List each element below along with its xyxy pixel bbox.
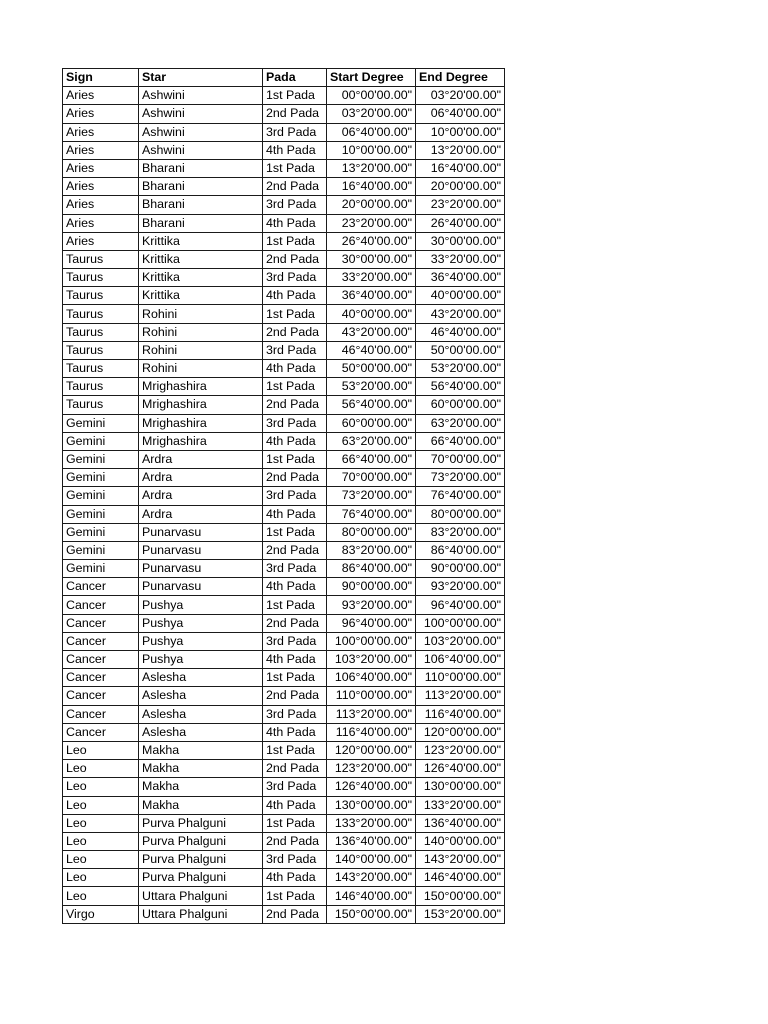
cell-end-degree[interactable]: 63°20'00.00" [416,414,505,432]
cell-end-degree[interactable]: 73°20'00.00" [416,469,505,487]
table-row [63,796,505,814]
cell-star[interactable]: Aslesha [139,687,263,705]
cell-pada[interactable]: 4th Pada [263,796,327,814]
cell-end-degree[interactable]: 130°00'00.00" [416,778,505,796]
cell-star[interactable]: Ashwini [139,87,263,105]
cell-pada[interactable]: 3rd Pada [263,851,327,869]
cell-end-degree[interactable]: 140°00'00.00" [416,832,505,850]
cell-sign[interactable]: Taurus [63,378,139,396]
cell-pada[interactable]: 1st Pada [263,814,327,832]
cell-star[interactable]: Makha [139,778,263,796]
cell-sign[interactable]: Leo [63,814,139,832]
cell-star[interactable]: Aslesha [139,705,263,723]
table-row [63,669,505,687]
table-row [63,741,505,759]
table-row [63,705,505,723]
cell-sign[interactable]: Cancer [63,705,139,723]
cell-sign[interactable]: Leo [63,832,139,850]
table-row [63,687,505,705]
cell-sign[interactable]: Gemini [63,469,139,487]
cell-pada[interactable]: 3rd Pada [263,487,327,505]
header-sign[interactable]: Sign [63,69,139,87]
cell-pada[interactable]: 2nd Pada [263,614,327,632]
table-body [63,87,505,924]
table-row [63,578,505,596]
cell-sign[interactable]: Gemini [63,414,139,432]
cell-star[interactable]: Punarvasu [139,541,263,559]
cell-pada[interactable]: 1st Pada [263,523,327,541]
cell-start-degree[interactable]: 133°20'00.00" [327,814,416,832]
cell-start-degree[interactable]: 140°00'00.00" [327,851,416,869]
table-row [63,505,505,523]
header-pada[interactable]: Pada [263,69,327,87]
cell-pada[interactable]: 3rd Pada [263,123,327,141]
cell-star[interactable]: Krittika [139,232,263,250]
cell-sign[interactable]: Aries [63,105,139,123]
cell-pada[interactable]: 2nd Pada [263,832,327,850]
cell-star[interactable]: Pushya [139,596,263,614]
cell-start-degree[interactable]: 93°20'00.00" [327,596,416,614]
cell-star[interactable]: Punarvasu [139,523,263,541]
cell-pada[interactable]: 1st Pada [263,887,327,905]
cell-sign[interactable]: Taurus [63,287,139,305]
cell-start-degree[interactable]: 46°40'00.00" [327,341,416,359]
cell-start-degree[interactable]: 143°20'00.00" [327,869,416,887]
cell-pada[interactable]: 2nd Pada [263,687,327,705]
cell-end-degree[interactable]: 33°20'00.00" [416,250,505,268]
cell-star[interactable]: Krittika [139,250,263,268]
table-row [63,396,505,414]
cell-pada[interactable]: 3rd Pada [263,341,327,359]
cell-start-degree[interactable]: 56°40'00.00" [327,396,416,414]
table-row [63,341,505,359]
cell-end-degree[interactable]: 83°20'00.00" [416,523,505,541]
table-row [63,596,505,614]
cell-start-degree[interactable]: 23°20'00.00" [327,214,416,232]
cell-pada[interactable]: 3rd Pada [263,560,327,578]
cell-end-degree[interactable]: 126°40'00.00" [416,760,505,778]
header-star[interactable]: Star [139,69,263,87]
table-row [63,305,505,323]
cell-star[interactable]: Purva Phalguni [139,869,263,887]
cell-sign[interactable]: Taurus [63,305,139,323]
table-row [63,760,505,778]
table-row [63,269,505,287]
table-row [63,523,505,541]
cell-pada[interactable]: 4th Pada [263,141,327,159]
header-end-degree[interactable]: End Degree [416,69,505,87]
table-row [63,450,505,468]
nakshatra-pada-table [62,68,505,924]
table-row [63,887,505,905]
cell-end-degree[interactable]: 03°20'00.00" [416,87,505,105]
cell-end-degree[interactable]: 76°40'00.00" [416,487,505,505]
cell-star[interactable]: Bharani [139,214,263,232]
cell-pada[interactable]: 3rd Pada [263,196,327,214]
cell-sign[interactable]: Taurus [63,396,139,414]
cell-star[interactable]: Makha [139,741,263,759]
cell-sign[interactable]: Virgo [63,905,139,923]
cell-end-degree[interactable]: 56°40'00.00" [416,378,505,396]
table-row [63,814,505,832]
cell-pada[interactable]: 4th Pada [263,432,327,450]
cell-sign[interactable]: Gemini [63,505,139,523]
cell-pada[interactable]: 1st Pada [263,378,327,396]
cell-end-degree[interactable]: 143°20'00.00" [416,851,505,869]
cell-start-degree[interactable]: 80°00'00.00" [327,523,416,541]
cell-pada[interactable]: 2nd Pada [263,250,327,268]
cell-sign[interactable]: Leo [63,741,139,759]
cell-end-degree[interactable]: 36°40'00.00" [416,269,505,287]
cell-end-degree[interactable]: 146°40'00.00" [416,869,505,887]
cell-start-degree[interactable]: 103°20'00.00" [327,651,416,669]
cell-start-degree[interactable]: 73°20'00.00" [327,487,416,505]
cell-sign[interactable]: Taurus [63,250,139,268]
cell-start-degree[interactable]: 110°00'00.00" [327,687,416,705]
cell-end-degree[interactable]: 13°20'00.00" [416,141,505,159]
table-row [63,178,505,196]
cell-star[interactable]: Rohini [139,305,263,323]
cell-end-degree[interactable]: 116°40'00.00" [416,705,505,723]
cell-pada[interactable]: 1st Pada [263,669,327,687]
cell-star[interactable]: Rohini [139,341,263,359]
cell-pada[interactable]: 2nd Pada [263,760,327,778]
cell-start-degree[interactable]: 33°20'00.00" [327,269,416,287]
cell-star[interactable]: Bharani [139,159,263,177]
cell-pada[interactable]: 1st Pada [263,305,327,323]
cell-end-degree[interactable]: 30°00'00.00" [416,232,505,250]
table-row [63,469,505,487]
table-row [63,832,505,850]
table-row [63,541,505,559]
cell-end-degree[interactable]: 10°00'00.00" [416,123,505,141]
cell-sign[interactable]: Gemini [63,432,139,450]
cell-sign[interactable]: Gemini [63,450,139,468]
cell-end-degree[interactable]: 150°00'00.00" [416,887,505,905]
cell-sign[interactable]: Gemini [63,560,139,578]
table-row [63,778,505,796]
cell-pada[interactable]: 1st Pada [263,741,327,759]
cell-star[interactable]: Bharani [139,196,263,214]
cell-start-degree[interactable]: 50°00'00.00" [327,360,416,378]
cell-end-degree[interactable]: 46°40'00.00" [416,323,505,341]
cell-pada[interactable]: 4th Pada [263,723,327,741]
cell-sign[interactable]: Aries [63,214,139,232]
cell-start-degree[interactable]: 123°20'00.00" [327,760,416,778]
table-row [63,87,505,105]
cell-pada[interactable]: 3rd Pada [263,632,327,650]
cell-pada[interactable]: 1st Pada [263,159,327,177]
cell-start-degree[interactable]: 76°40'00.00" [327,505,416,523]
cell-sign[interactable]: Aries [63,87,139,105]
cell-sign[interactable]: Taurus [63,269,139,287]
cell-start-degree[interactable]: 16°40'00.00" [327,178,416,196]
cell-pada[interactable]: 4th Pada [263,651,327,669]
cell-start-degree[interactable]: 36°40'00.00" [327,287,416,305]
cell-sign[interactable]: Gemini [63,541,139,559]
cell-start-degree[interactable]: 20°00'00.00" [327,196,416,214]
table-row [63,632,505,650]
cell-start-degree[interactable]: 70°00'00.00" [327,469,416,487]
cell-star[interactable]: Ardra [139,469,263,487]
cell-pada[interactable]: 2nd Pada [263,323,327,341]
table-row [63,851,505,869]
cell-end-degree[interactable]: 96°40'00.00" [416,596,505,614]
table-row [63,560,505,578]
cell-end-degree[interactable]: 70°00'00.00" [416,450,505,468]
cell-sign[interactable]: Cancer [63,723,139,741]
cell-start-degree[interactable]: 90°00'00.00" [327,578,416,596]
cell-pada[interactable]: 2nd Pada [263,541,327,559]
cell-sign[interactable]: Cancer [63,614,139,632]
cell-end-degree[interactable]: 113°20'00.00" [416,687,505,705]
cell-end-degree[interactable]: 123°20'00.00" [416,741,505,759]
cell-start-degree[interactable]: 13°20'00.00" [327,159,416,177]
cell-star[interactable]: Purva Phalguni [139,832,263,850]
cell-star[interactable]: Ardra [139,487,263,505]
cell-star[interactable]: Makha [139,796,263,814]
table-row [63,869,505,887]
cell-start-degree[interactable]: 100°00'00.00" [327,632,416,650]
cell-star[interactable]: Ardra [139,505,263,523]
table-row [63,651,505,669]
cell-end-degree[interactable]: 106°40'00.00" [416,651,505,669]
cell-sign[interactable]: Aries [63,232,139,250]
cell-start-degree[interactable]: 86°40'00.00" [327,560,416,578]
header-start-degree[interactable]: Start Degree [327,69,416,87]
table-row [63,232,505,250]
table-row [63,378,505,396]
cell-star[interactable]: Pushya [139,651,263,669]
cell-star[interactable]: Ashwini [139,123,263,141]
table-row [63,323,505,341]
cell-pada[interactable]: 1st Pada [263,596,327,614]
cell-star[interactable]: Bharani [139,178,263,196]
cell-star[interactable]: Pushya [139,614,263,632]
table-row [63,123,505,141]
cell-start-degree[interactable]: 03°20'00.00" [327,105,416,123]
cell-end-degree[interactable]: 40°00'00.00" [416,287,505,305]
header-row [63,69,505,87]
cell-star[interactable]: Makha [139,760,263,778]
cell-star[interactable]: Mrighashira [139,378,263,396]
cell-start-degree[interactable]: 146°40'00.00" [327,887,416,905]
cell-sign[interactable]: Taurus [63,360,139,378]
cell-pada[interactable]: 2nd Pada [263,905,327,923]
cell-start-degree[interactable]: 116°40'00.00" [327,723,416,741]
cell-end-degree[interactable]: 50°00'00.00" [416,341,505,359]
cell-star[interactable]: Uttara Phalguni [139,905,263,923]
table-row [63,905,505,923]
cell-sign[interactable]: Taurus [63,323,139,341]
table-row [63,414,505,432]
cell-end-degree[interactable]: 120°00'00.00" [416,723,505,741]
cell-start-degree[interactable]: 60°00'00.00" [327,414,416,432]
cell-pada[interactable]: 1st Pada [263,450,327,468]
cell-sign[interactable]: Leo [63,851,139,869]
cell-start-degree[interactable]: 00°00'00.00" [327,87,416,105]
cell-sign[interactable]: Gemini [63,487,139,505]
cell-sign[interactable]: Aries [63,123,139,141]
cell-start-degree[interactable]: 26°40'00.00" [327,232,416,250]
cell-pada[interactable]: 3rd Pada [263,414,327,432]
cell-pada[interactable]: 4th Pada [263,578,327,596]
cell-sign[interactable]: Aries [63,178,139,196]
cell-start-degree[interactable]: 63°20'00.00" [327,432,416,450]
cell-pada[interactable]: 3rd Pada [263,705,327,723]
cell-star[interactable]: Krittika [139,269,263,287]
table-row [63,159,505,177]
table-row [63,196,505,214]
cell-end-degree[interactable]: 90°00'00.00" [416,560,505,578]
table-row [63,614,505,632]
cell-pada[interactable]: 2nd Pada [263,469,327,487]
cell-pada[interactable]: 4th Pada [263,869,327,887]
cell-star[interactable]: Uttara Phalguni [139,887,263,905]
cell-star[interactable]: Purva Phalguni [139,814,263,832]
cell-start-degree[interactable]: 150°00'00.00" [327,905,416,923]
table-row [63,432,505,450]
cell-pada[interactable]: 2nd Pada [263,396,327,414]
cell-sign[interactable]: Aries [63,196,139,214]
cell-pada[interactable]: 4th Pada [263,214,327,232]
cell-pada[interactable]: 4th Pada [263,360,327,378]
cell-sign[interactable]: Taurus [63,341,139,359]
cell-star[interactable]: Purva Phalguni [139,851,263,869]
cell-sign[interactable]: Leo [63,869,139,887]
cell-star[interactable]: Mrighashira [139,414,263,432]
cell-start-degree[interactable]: 96°40'00.00" [327,614,416,632]
cell-pada[interactable]: 1st Pada [263,232,327,250]
cell-sign[interactable]: Cancer [63,669,139,687]
table-row [63,723,505,741]
cell-end-degree[interactable]: 103°20'00.00" [416,632,505,650]
cell-star[interactable]: Rohini [139,323,263,341]
cell-start-degree[interactable]: 66°40'00.00" [327,450,416,468]
cell-start-degree[interactable]: 53°20'00.00" [327,378,416,396]
table-row [63,250,505,268]
cell-end-degree[interactable]: 110°00'00.00" [416,669,505,687]
cell-end-degree[interactable]: 16°40'00.00" [416,159,505,177]
cell-end-degree[interactable]: 86°40'00.00" [416,541,505,559]
cell-start-degree[interactable]: 83°20'00.00" [327,541,416,559]
cell-end-degree[interactable]: 43°20'00.00" [416,305,505,323]
cell-end-degree[interactable]: 80°00'00.00" [416,505,505,523]
cell-star[interactable]: Rohini [139,360,263,378]
cell-sign[interactable]: Leo [63,778,139,796]
cell-start-degree[interactable]: 10°00'00.00" [327,141,416,159]
cell-sign[interactable]: Leo [63,760,139,778]
cell-sign[interactable]: Leo [63,796,139,814]
cell-star[interactable]: Krittika [139,287,263,305]
cell-sign[interactable]: Leo [63,887,139,905]
cell-sign[interactable]: Gemini [63,523,139,541]
cell-start-degree[interactable]: 43°20'00.00" [327,323,416,341]
cell-star[interactable]: Ardra [139,450,263,468]
cell-end-degree[interactable]: 06°40'00.00" [416,105,505,123]
cell-sign[interactable]: Cancer [63,651,139,669]
cell-star[interactable]: Ashwini [139,105,263,123]
cell-pada[interactable]: 4th Pada [263,287,327,305]
cell-start-degree[interactable]: 126°40'00.00" [327,778,416,796]
cell-star[interactable]: Punarvasu [139,578,263,596]
cell-star[interactable]: Pushya [139,632,263,650]
cell-end-degree[interactable]: 136°40'00.00" [416,814,505,832]
cell-star[interactable]: Aslesha [139,723,263,741]
cell-star[interactable]: Mrighashira [139,396,263,414]
cell-sign[interactable]: Cancer [63,687,139,705]
cell-end-degree[interactable]: 60°00'00.00" [416,396,505,414]
cell-star[interactable]: Ashwini [139,141,263,159]
cell-start-degree[interactable]: 30°00'00.00" [327,250,416,268]
cell-start-degree[interactable]: 106°40'00.00" [327,669,416,687]
cell-start-degree[interactable]: 40°00'00.00" [327,305,416,323]
cell-start-degree[interactable]: 120°00'00.00" [327,741,416,759]
cell-end-degree[interactable]: 133°20'00.00" [416,796,505,814]
table-row [63,487,505,505]
cell-pada[interactable]: 4th Pada [263,505,327,523]
cell-sign[interactable]: Cancer [63,578,139,596]
cell-pada[interactable]: 1st Pada [263,87,327,105]
cell-sign[interactable]: Cancer [63,632,139,650]
table-row [63,214,505,232]
cell-start-degree[interactable]: 130°00'00.00" [327,796,416,814]
cell-star[interactable]: Punarvasu [139,560,263,578]
cell-end-degree[interactable]: 26°40'00.00" [416,214,505,232]
cell-star[interactable]: Mrighashira [139,432,263,450]
cell-sign[interactable]: Aries [63,141,139,159]
cell-end-degree[interactable]: 53°20'00.00" [416,360,505,378]
cell-start-degree[interactable]: 113°20'00.00" [327,705,416,723]
cell-pada[interactable]: 3rd Pada [263,778,327,796]
table-row [63,141,505,159]
cell-end-degree[interactable]: 100°00'00.00" [416,614,505,632]
cell-end-degree[interactable]: 20°00'00.00" [416,178,505,196]
cell-end-degree[interactable]: 153°20'00.00" [416,905,505,923]
cell-pada[interactable]: 3rd Pada [263,269,327,287]
cell-pada[interactable]: 2nd Pada [263,105,327,123]
table-row [63,287,505,305]
cell-pada[interactable]: 2nd Pada [263,178,327,196]
cell-end-degree[interactable]: 93°20'00.00" [416,578,505,596]
table-row [63,360,505,378]
cell-start-degree[interactable]: 136°40'00.00" [327,832,416,850]
cell-start-degree[interactable]: 06°40'00.00" [327,123,416,141]
cell-sign[interactable]: Aries [63,159,139,177]
cell-end-degree[interactable]: 23°20'00.00" [416,196,505,214]
table-row [63,105,505,123]
cell-sign[interactable]: Cancer [63,596,139,614]
cell-star[interactable]: Aslesha [139,669,263,687]
cell-end-degree[interactable]: 66°40'00.00" [416,432,505,450]
